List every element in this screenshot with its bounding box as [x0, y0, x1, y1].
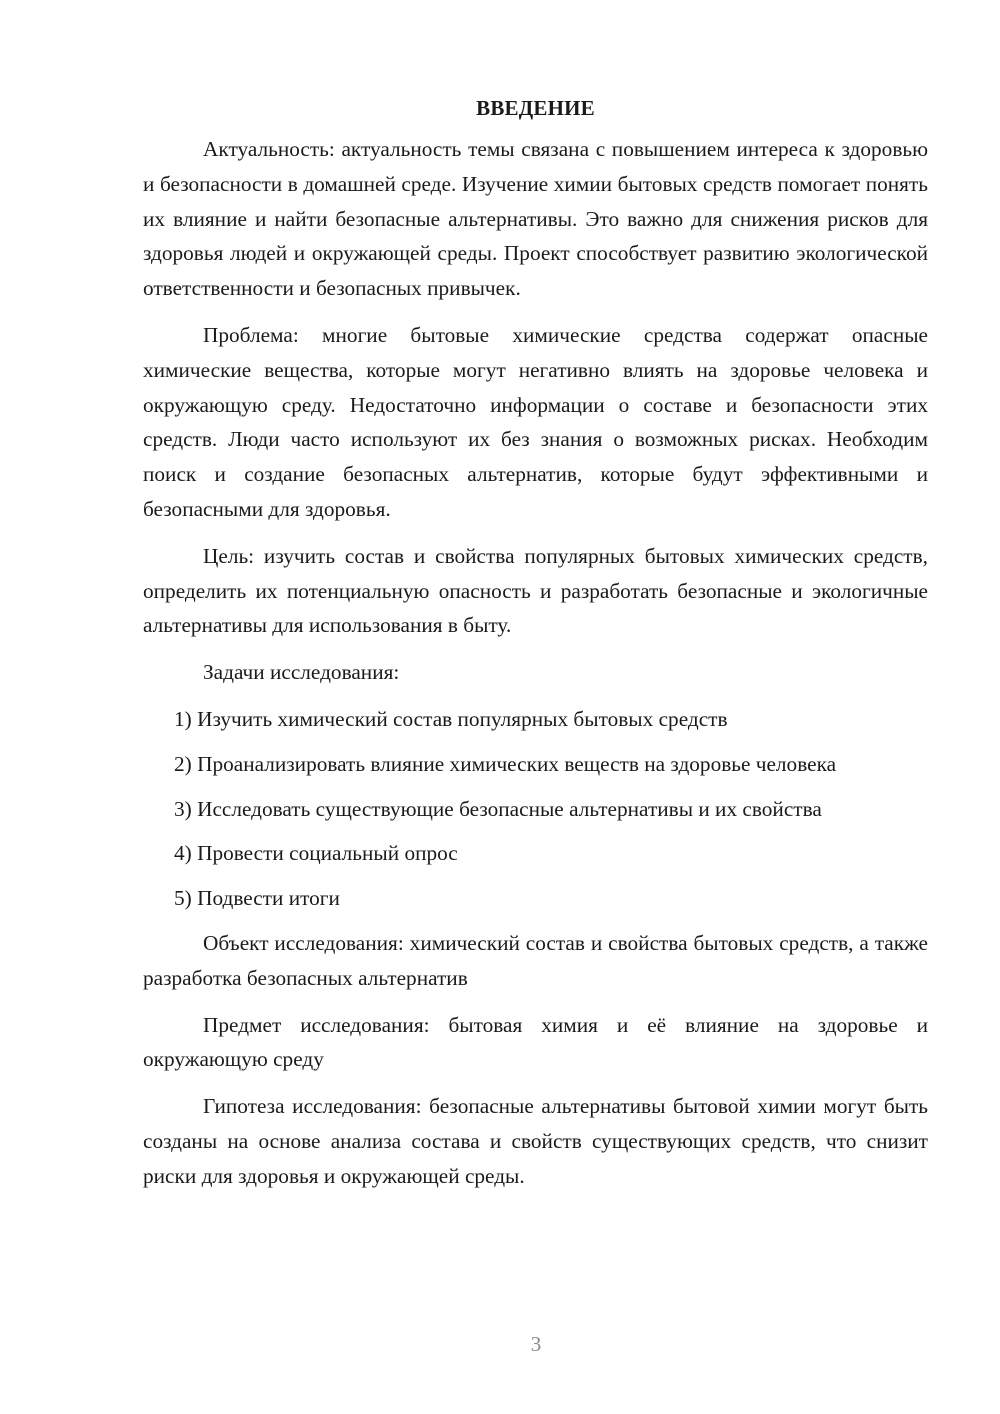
hypothesis-paragraph: Гипотеза исследования: безопасные альтернативы бытовой химии могут быть созданы на основе анализа состава и свойств существующих средств, что снизит риски для здоровья и окружающей среды.: [143, 1094, 928, 1188]
section-heading: ВВЕДЕНИЕ: [476, 96, 595, 120]
relevance-paragraph: Актуальность: актуальность темы связана с повышением интереса к здоровью и безопасности в домашней среде. Изучение химии бытовых средств помогает понять их влияние и найти безопасные альтернативы. Это важно для снижения рисков для здоровья людей и окружающей среды. Проект способствует развитию экологической ответственности и безопасных привычек.: [143, 137, 928, 301]
page-content: [143, 90, 928, 1206]
tasks-heading: Задачи исследования:: [203, 660, 400, 685]
subject-paragraph: Предмет исследования: бытовая химия и её влияние на здоровье и окружающую среду: [143, 1012, 928, 1072]
task-item-3: 3) Исследовать существующие безопасные альтернативы и их свойства: [174, 796, 822, 821]
task-item-4: 4) Провести социальный опрос: [174, 841, 458, 866]
object-paragraph: Объект исследования: химический состав и свойства бытовых средств, а также разработка безопасных альтернатив: [143, 930, 928, 990]
page-number: 3: [530, 1332, 542, 1356]
task-item-1: 1) Изучить химический состав популярных бытовых средств: [174, 706, 728, 731]
goal-paragraph: Цель: изучить состав и свойства популярных бытовых химических средств, определить их потенциальную опасность и разработать безопасные и экологичные альтернативы для использования в быту.: [143, 543, 928, 638]
task-item-2: 2) Проанализировать влияние химических веществ на здоровье человека: [174, 751, 837, 776]
task-item-5: 5) Подвести итоги: [174, 886, 340, 911]
problem-paragraph: Проблема: многие бытовые химические средства содержат опасные химические вещества, которые могут негативно влиять на здоровье человека и окружающую среду. Недостаточно информации о составе и безопасности этих средств. Люди часто используют их без знания о возможных рисках. Необходим поиск и создание безопасных альтернатив, которые будут эффективными и безопасными для здоровья.: [143, 322, 928, 521]
